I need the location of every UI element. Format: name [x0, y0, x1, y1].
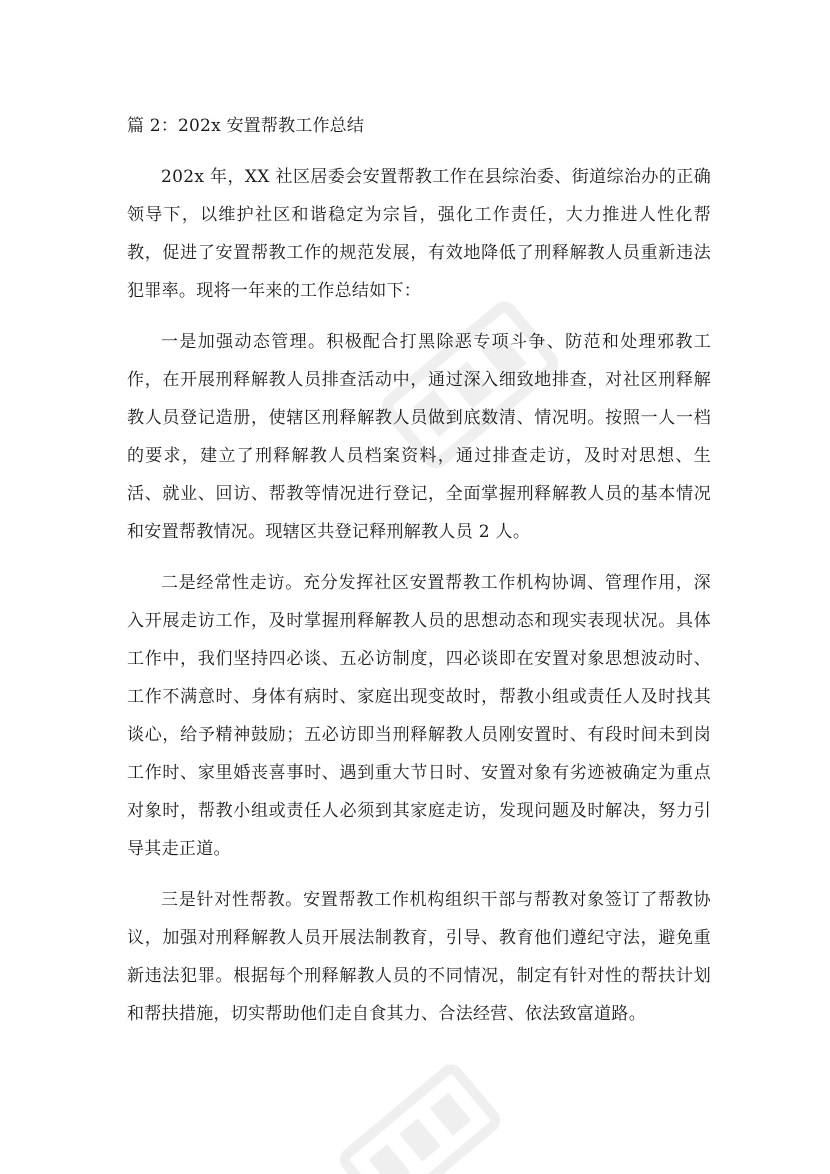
paragraph-regular-visits: 二是经常性走访。充分发挥社区安置帮教工作机构协调、管理作用，深入开展走访工作，及时掌握刑释解教人员的思想动态和现实表现状况。具体工作中，我们坚持四必谈、五必访制度，四必谈即在安置对象思想波动时、工作不满意时、身体有病时、家庭出现变故时，帮教小组或责任人及时找其谈心，给予精神鼓励；五必访即当刑释解教人员刚安置时、有段时间未到岗工作时、家里婚丧喜事时、遇到重大节日时、安置对象有劣迹被确定为重点对象时，帮教小组或责任人必须到其家庭走访，发现问题及时解决，努力引导其走正道。 [127, 573, 711, 859]
document-title: 篇 2：202x 安置帮教工作总结 [127, 116, 365, 136]
document-body [127, 108, 711, 1033]
paragraph-intro: 202x 年，XX 社区居委会安置帮教工作在县综治委、街道综治办的正确领导下，以维护社区和谐稳定为宗旨，强化工作责任，大力推进人性化帮教，促进了安置帮教工作的规范发展，有效地降低了刑释解教人员重新违法犯罪率。现将一年来的工作总结如下： [127, 167, 711, 301]
paragraph-dynamic-management: 一是加强动态管理。积极配合打黑除恶专项斗争、防范和处理邪教工作，在开展刑释解教人员排查活动中，通过深入细致地排查，对社区刑释解教人员登记造册，使辖区刑释解教人员做到底数清、情况明。按照一人一档的要求，建立了刑释解教人员档案资料，通过排查走访，及时对思想、生活、就业、回访、帮教等情况进行登记，全面掌握刑释解教人员的基本情况和安置帮教情况。现辖区共登记释刑解教人员 2 人。 [127, 332, 711, 542]
watermark-icon [320, 1040, 520, 1174]
paragraph-targeted-assistance: 三是针对性帮教。安置帮教工作机构组织干部与帮教对象签订了帮教协议，加强对刑释解教人员开展法制教育，引导、教育他们遵纪守法，避免重新违法犯罪。根据每个刑释解教人员的不同情况，制定有针对性的帮扶计划和帮扶措施，切实帮助他们走自食其力、合法经营、依法致富道路。 [127, 890, 711, 1024]
